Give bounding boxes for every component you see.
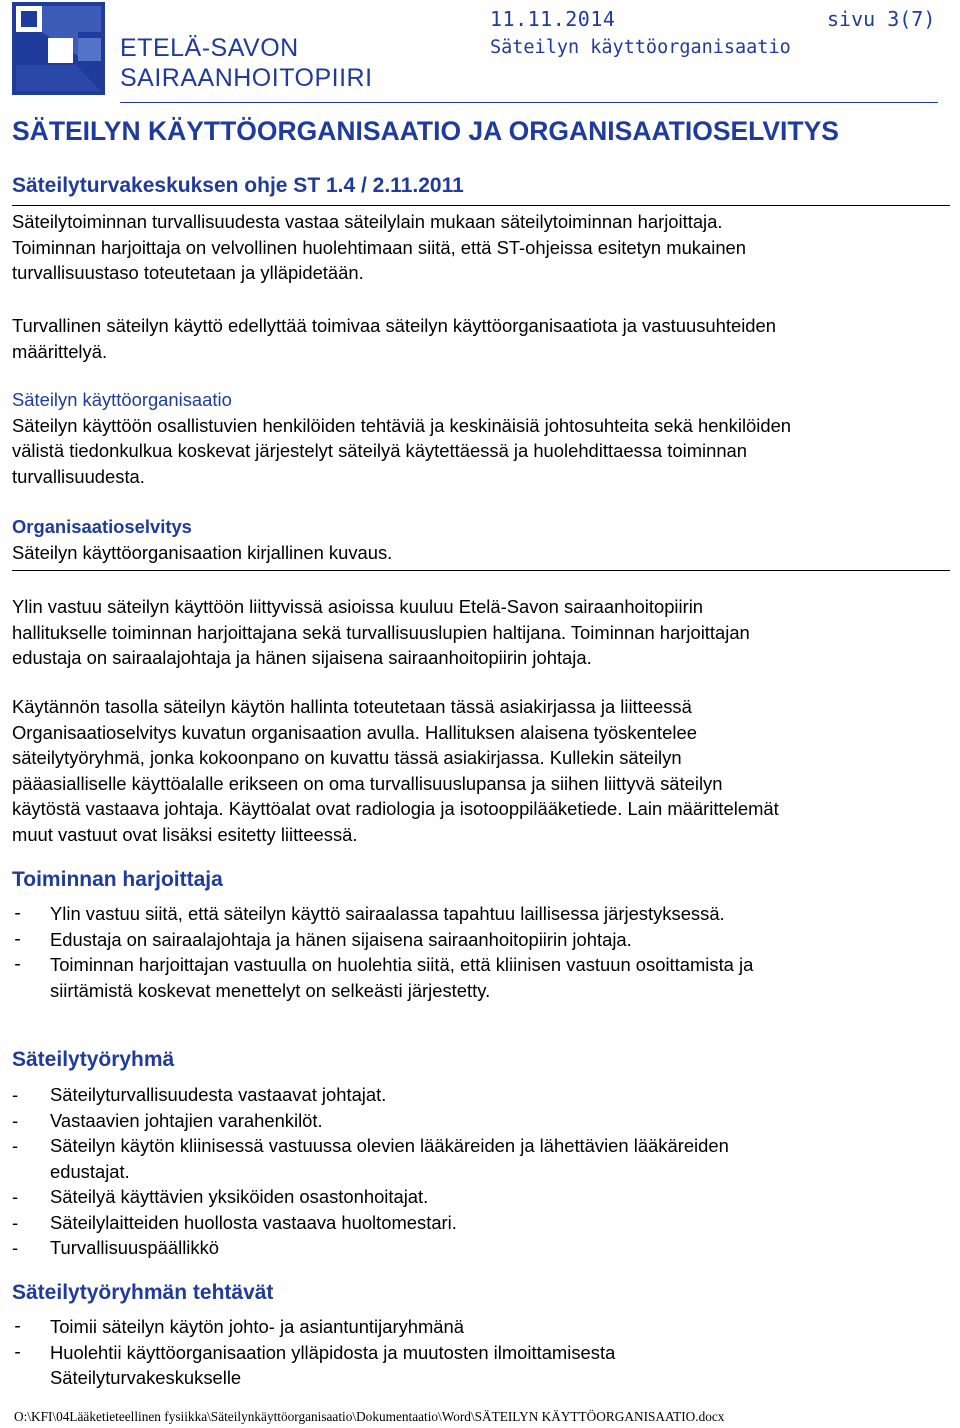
list-item [12,1133,952,1184]
body-p2-line: Organisaatioselvitys kuvatun organisaation avulla. Hallituksen alaisena työskentelee [12,721,697,743]
intro-p1-line: Säteilytoiminnan turvallisuudesta vastaa säteilylain mukaan säteilytoiminnan harjoittaja. [12,211,723,232]
intro-paragraph-2 [12,313,952,364]
body-p2-line: käytöstä vastaava johtaja. Käyttöalat ovat radiologia ja isotooppilääketiede. Lain määrittelemät [12,798,779,819]
org-name-line2: SAIRAANHOITOPIIRI [120,64,373,92]
list-item [12,1340,952,1391]
footer-file-path: O:\KFI\04Lääketieteellinen fysiikka\Säteilynkäyttöorganisaatio\Dokumentaatio\Word\SÄTEILYN KÄYTTÖORGANISAATIO.docx [14,1409,725,1424]
list-item: - Turvallisuuspäällikkö [12,1235,952,1261]
intro-p2-line: määrittelyä. [12,340,108,362]
list-item: - Säteilylaitteiden huollosta vastaava huoltomestari. [12,1210,952,1236]
body-p1-line: hallitukselle toiminnan harjoittajana sekä turvallisuuslupien haltijana. Toiminnan harjoittajan [12,621,750,643]
list-item-text-continued: Säteilyturvakeskukselle [50,1367,242,1388]
document-subtitle: Säteilyturvakeskuksen ohje ST 1.4 / 2.11.2011 [12,174,464,197]
body-p2-line: muut vastuut ovat lisäksi esitetty liitteessä. [12,823,358,845]
section-heading-toiminnan-harjoittaja: Toiminnan harjoittaja [12,868,223,891]
list-item: - Edustaja on sairaalajohtaja ja hänen sijaisena sairaanhoitopiirin johtaja. [12,927,952,953]
header-divider [120,102,938,103]
org-name-line1: ETELÄ-SAVON [120,34,299,62]
list-item [12,952,952,1003]
intro-p1-line: Toiminnan harjoittaja on velvollinen huolehtimaan siitä, että ST-ohjeissa esitetyn mukainen [12,236,746,258]
header-document-name: Säteilyn käyttöorganisaatio [490,37,791,58]
definition-text-line: Säteilyn käyttöön osallistuvien henkilöiden tehtäviä ja keskinäisiä johtosuhteita sekä henkilöiden [12,414,792,436]
list-item-text: - Toiminnan harjoittajan vastuulla on huolehtia siitä, että kliinisen vastuun osoittamista ja [50,954,754,975]
body-p2-line: Käytännön tasolla säteilyn käytön hallinta toteutetaan tässä asiakirjassa ja liitteessä [12,696,692,717]
intro-paragraph-1 [12,209,952,286]
body-p1-line: edustaja on sairaalajohtaja ja hänen sijaisena sairaanhoitopiirin johtaja. [12,647,592,668]
section-heading-sateilytyoryhma: Säteilytyöryhmä [12,1048,175,1071]
list-item: - Vastaavien johtajien varahenkilöt. [12,1108,952,1134]
list-item: - Säteilyä käyttävien yksiköiden osastonhoitajat. [12,1184,952,1210]
sateilytyoryhma-list [12,1082,952,1261]
definition-text-line: turvallisuudesta. [12,465,145,487]
definition-term: Säteilyn käyttöorganisaatio [12,389,232,410]
definition-text-line: Säteilyn käyttöorganisaation kirjallinen kuvaus. [12,541,393,563]
definition-text-line: välistä tiedonkulkua koskevat järjestelyt säteilyä käytettäessä ja huolehdittaessa toiminnan [12,440,748,461]
body-paragraph-1 [12,594,952,671]
list-item-text-continued: siirtämistä koskevat menettelyt on selkeästi järjestetty. [50,979,491,1001]
intro-p2-line: Turvallinen säteilyn käyttö edellyttää toimivaa säteilyn käyttöorganisaatiota ja vastuusuhteiden [12,315,776,336]
body-p2-line: pääasialliselle käyttöalalle erikseen on oma turvallisuuslupansa ja siihen liittyvä säteilyn [12,772,723,794]
hospital-district-logo [12,2,105,95]
body-p1-line: Ylin vastuu säteilyn käyttöön liittyvissä asioissa kuuluu Etelä-Savon sairaanhoitopiirin [12,596,704,617]
section-heading-sateilytyoryhman-tehtavat: Säteilytyöryhmän tehtävät [12,1281,274,1304]
header-page-number: sivu 3(7) [827,7,936,31]
intro-p1-line: turvallisuustaso toteutetaan ja ylläpidetään. [12,262,364,283]
list-item-text: - Huolehtii käyttöorganisaation ylläpidosta ja muutosten ilmoittamisesta [50,1341,616,1363]
list-item: - Toimii säteilyn käytön johto- ja asiantuntijaryhmänä [12,1314,952,1340]
document-title: SÄTEILYN KÄYTTÖORGANISAATIO JA ORGANISAATIOSELVITYS [12,116,839,146]
list-item-text: - Säteilyn käytön kliinisessä vastuussa olevien lääkäreiden ja lähettävien lääkäreiden [50,1135,729,1156]
sateilytyoryhman-tehtavat-list [12,1314,952,1391]
definition-block-2 [12,514,952,565]
body-p2-line: säteilytyöryhmä, jonka kokoonpano on kuvattu tässä asiakirjassa. Kullekin säteilyn [12,747,682,768]
list-item: - Ylin vastuu siitä, että säteilyn käyttö sairaalassa tapahtuu laillisessa järjestyksessä. [12,901,952,927]
header-date: 11.11.2014 [490,7,616,31]
list-item-text-continued: edustajat. [50,1160,130,1182]
definitions-divider [12,570,950,571]
body-paragraph-2 [12,694,952,847]
list-item: - Säteilyturvallisuudesta vastaavat johtajat. [12,1082,952,1108]
subtitle-divider [12,205,950,206]
toiminnan-harjoittaja-list [12,901,952,1003]
definition-block-1 [12,387,952,489]
definition-term: Organisaatioselvitys [12,516,192,537]
